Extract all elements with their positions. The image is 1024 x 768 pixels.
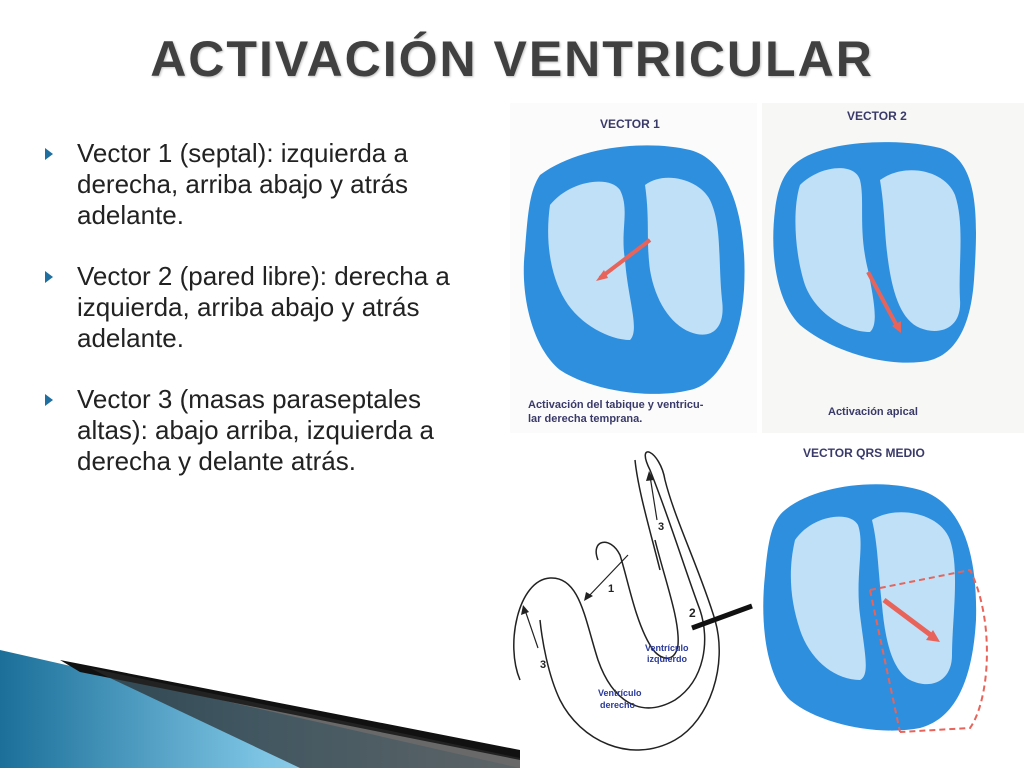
rv-label-line1: Ventrículo bbox=[598, 688, 642, 698]
schematic-arrow-3b bbox=[525, 610, 538, 648]
diagram-label-1: 1 bbox=[608, 583, 615, 595]
bullet-vector-2 bbox=[45, 261, 485, 354]
diagram-label-3b: 3 bbox=[540, 659, 547, 671]
qrs-title: VECTOR QRS MEDIO bbox=[803, 446, 925, 460]
lv-label-line2: izquierdo bbox=[647, 654, 687, 664]
schematic-inner bbox=[596, 540, 678, 658]
vector2-title: VECTOR 2 bbox=[847, 109, 907, 123]
diagram-label-2: 2 bbox=[689, 606, 696, 620]
bullet-list bbox=[45, 138, 485, 507]
rv-label-line2: derecho bbox=[600, 700, 636, 710]
heart-vector1 bbox=[524, 145, 745, 394]
bullet-vector-1 bbox=[45, 138, 485, 231]
bullet-arrow-icon bbox=[45, 394, 53, 406]
schematic-vector2-bar bbox=[692, 606, 752, 628]
ventricular-activation-figure bbox=[500, 100, 1024, 768]
bullet-text: Vector 1 (septal): izquierda a derecha, arriba abajo y atrás adelante. bbox=[77, 138, 408, 230]
vector1-title: VECTOR 1 bbox=[600, 117, 660, 131]
decorative-band bbox=[0, 620, 520, 768]
bullet-vector-3 bbox=[45, 384, 485, 477]
vector1-caption-line1: Activación del tabique y ventricu- bbox=[528, 399, 704, 411]
heart-qrs bbox=[763, 484, 987, 732]
vector1-caption-line2: lar derecha temprana. bbox=[528, 413, 643, 425]
lv-label-line1: Ventrículo bbox=[645, 643, 689, 653]
bullet-text: Vector 2 (pared libre): derecha a izquierda, arriba abajo y atrás adelante. bbox=[77, 261, 450, 353]
schematic-arrow-3a bbox=[650, 476, 657, 520]
bullet-arrow-icon bbox=[45, 271, 53, 283]
bullet-arrow-icon bbox=[45, 148, 53, 160]
diagram-label-3a: 3 bbox=[658, 521, 665, 533]
vector2-caption: Activación apical bbox=[828, 406, 918, 418]
slide-title: ACTIVACIÓN VENTRICULAR bbox=[150, 31, 874, 87]
bullet-text: Vector 3 (masas paraseptales altas): abajo arriba, izquierda a derecha y delante atrás. bbox=[77, 384, 434, 476]
